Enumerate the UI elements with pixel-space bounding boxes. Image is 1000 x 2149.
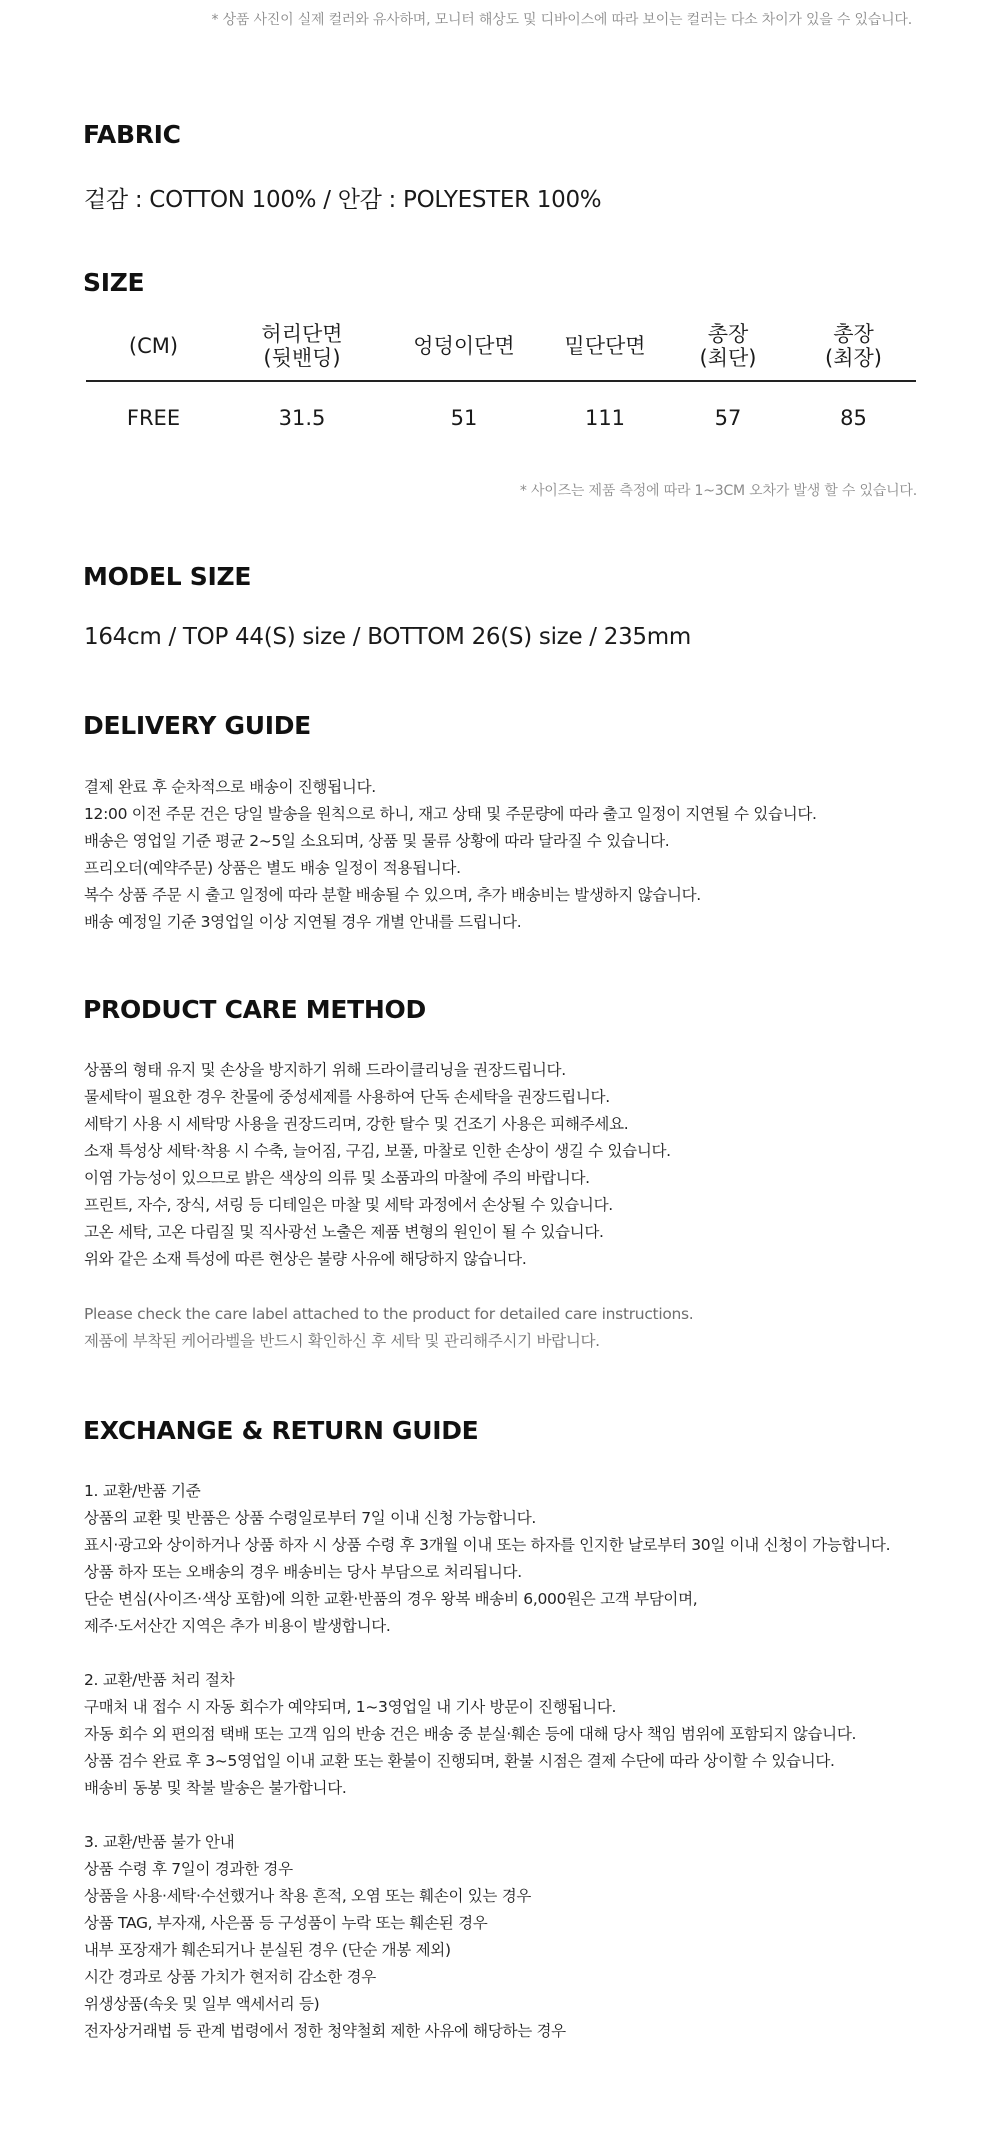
list-item: 12:00 이전 주문 건은 당일 발송을 원칙으로 하니, 재고 상태 및 주문량에 따라 출고 일정이 지연될 수 있습니다.: [84, 805, 817, 823]
list-item: 고온 세탁, 고온 다림질 및 직사광선 노출은 제품 변형의 원인이 될 수 있습니다.: [84, 1223, 604, 1241]
header-hem: 밑단단면: [545, 312, 665, 381]
header-waist: 허리단면 (뒷밴딩): [221, 312, 383, 381]
spacer: [84, 1640, 890, 1667]
care-title: PRODUCT CARE METHOD: [83, 995, 426, 1024]
fabric-title: FABRIC: [83, 120, 181, 149]
list-item: 물세탁이 필요한 경우 찬물에 중성세제를 사용하여 단독 손세탁을 권장드립니다.: [84, 1088, 610, 1106]
delivery-text: [84, 774, 817, 936]
list-item: 제주·도서산간 지역은 추가 비용이 발생합니다.: [84, 1617, 391, 1635]
header-cm: (CM): [86, 312, 221, 381]
list-item: 프리오더(예약주문) 상품은 별도 배송 일정이 적용됩니다.: [84, 859, 461, 877]
header-hip: 엉덩이단면: [383, 312, 545, 381]
cell-size: FREE: [126, 405, 181, 430]
list-item: 단순 변심(사이즈·색상 포함)에 의한 교환·반품의 경우 왕복 배송비 6,000원은 고객 부담이며,: [84, 1590, 698, 1608]
list-item: 위와 같은 소재 특성에 따른 현상은 불량 사유에 해당하지 않습니다.: [84, 1250, 527, 1268]
list-item: 이염 가능성이 있으므로 밝은 색상의 의류 및 소품과의 마찰에 주의 바랍니다.: [84, 1169, 590, 1187]
spacer: [84, 1802, 890, 1829]
list-item: 위생상품(속옷 및 일부 액세서리 등): [84, 1995, 320, 2013]
cell-waist: 31.5: [278, 405, 326, 430]
model-size-title: MODEL SIZE: [83, 562, 252, 591]
list-item: 상품 수령 후 7일이 경과한 경우: [84, 1860, 293, 1878]
exchange-group-heading: 3. 교환/반품 불가 안내: [84, 1833, 235, 1851]
list-item: 상품 검수 완료 후 3~5영업일 이내 교환 또는 환불이 진행되며, 환불 시점은 결제 수단에 따라 상이할 수 있습니다.: [84, 1752, 835, 1770]
delivery-title: DELIVERY GUIDE: [83, 711, 311, 740]
list-item: 상품 TAG, 부자재, 사은품 등 구성품이 누락 또는 훼손된 경우: [84, 1914, 488, 1932]
exchange-title: EXCHANGE & RETURN GUIDE: [83, 1416, 479, 1445]
list-item: 상품을 사용·세탁·수선했거나 착용 흔적, 오염 또는 훼손이 있는 경우: [84, 1887, 532, 1905]
exchange-group-heading: 2. 교환/반품 처리 절차: [84, 1671, 235, 1689]
model-size-text: 164cm / TOP 44(S) size / BOTTOM 26(S) size / 235mm: [84, 624, 691, 650]
list-item: 세탁기 사용 시 세탁망 사용을 권장드리며, 강한 탈수 및 건조기 사용은 피해주세요.: [84, 1115, 629, 1133]
size-table: [86, 312, 916, 453]
list-item: 프린트, 자수, 장식, 셔링 등 디테일은 마찰 및 세탁 과정에서 손상될 수 있습니다.: [84, 1196, 613, 1214]
list-item: 상품의 교환 및 반품은 상품 수령일로부터 7일 이내 신청 가능합니다.: [84, 1509, 537, 1527]
color-disclaimer: * 상품 사진이 실제 컬러와 유사하며, 모니터 해상도 및 디바이스에 따라 보이는 컬러는 다소 차이가 있을 수 있습니다.: [211, 12, 912, 28]
list-item: 전자상거래법 등 관계 법령에서 정한 청약철회 제한 사유에 해당하는 경우: [84, 2022, 566, 2040]
list-item: 자동 회수 외 편의점 택배 또는 고객 임의 반송 건은 배송 중 분실·훼손 등에 대해 당사 책임 범위에 포함되지 않습니다.: [84, 1725, 857, 1743]
list-item: 구매처 내 접수 시 자동 회수가 예약되며, 1~3영업일 내 기사 방문이 진행됩니다.: [84, 1698, 617, 1716]
header-length-max: 총장 (최장): [791, 312, 916, 381]
list-item: 내부 포장재가 훼손되거나 분실된 경우 (단순 개봉 제외): [84, 1941, 451, 1959]
list-item: 시간 경과로 상품 가치가 현저히 감소한 경우: [84, 1968, 376, 1986]
cell-hem: 111: [584, 405, 626, 430]
fabric-text: 겉감 : COTTON 100% / 안감 : POLYESTER 100%: [84, 187, 602, 213]
cell-length-min: 57: [714, 405, 742, 430]
size-table-header: [86, 312, 916, 381]
list-item: 배송은 영업일 기준 평균 2~5일 소요되며, 상품 및 물류 상황에 따라 달라질 수 있습니다.: [84, 832, 670, 850]
exchange-text: [84, 1478, 890, 2045]
exchange-group-heading: 1. 교환/반품 기준: [84, 1482, 201, 1500]
care-text: [84, 1057, 671, 1273]
list-item: 표시·광고와 상이하거나 상품 하자 시 상품 수령 후 3개월 이내 또는 하자를 인지한 날로부터 30일 이내 신청이 가능합니다.: [84, 1536, 891, 1554]
list-item: 소재 특성상 세탁·착용 시 수축, 늘어짐, 구김, 보풀, 마찰로 인한 손상이 생길 수 있습니다.: [84, 1142, 671, 1160]
care-label-note: [84, 1301, 693, 1355]
list-item: 상품 하자 또는 오배송의 경우 배송비는 당사 부담으로 처리됩니다.: [84, 1563, 522, 1581]
list-item: 결제 완료 후 순차적으로 배송이 진행됩니다.: [84, 778, 376, 796]
list-item: 복수 상품 주문 시 출고 일정에 따라 분할 배송될 수 있으며, 추가 배송비는 발생하지 않습니다.: [84, 886, 701, 904]
care-note-en: Please check the care label attached to the product for detailed care instructions.: [84, 1305, 694, 1323]
size-note: * 사이즈는 제품 측정에 따라 1~3CM 오차가 발생 할 수 있습니다.: [519, 483, 917, 499]
list-item: 상품의 형태 유지 및 손상을 방지하기 위해 드라이클리닝을 권장드립니다.: [84, 1061, 566, 1079]
cell-length-max: 85: [840, 405, 867, 430]
list-item: 배송비 동봉 및 착불 발송은 불가합니다.: [84, 1779, 347, 1797]
care-note-ko: 제품에 부착된 케어라벨을 반드시 확인하신 후 세탁 및 관리해주시기 바랍니다.: [84, 1332, 600, 1350]
size-title: SIZE: [83, 268, 145, 297]
list-item: 배송 예정일 기준 3영업일 이상 지연될 경우 개별 안내를 드립니다.: [84, 913, 522, 931]
header-length-min: 총장 (최단): [665, 312, 791, 381]
cell-hip: 51: [450, 405, 478, 430]
table-row: [86, 381, 916, 453]
